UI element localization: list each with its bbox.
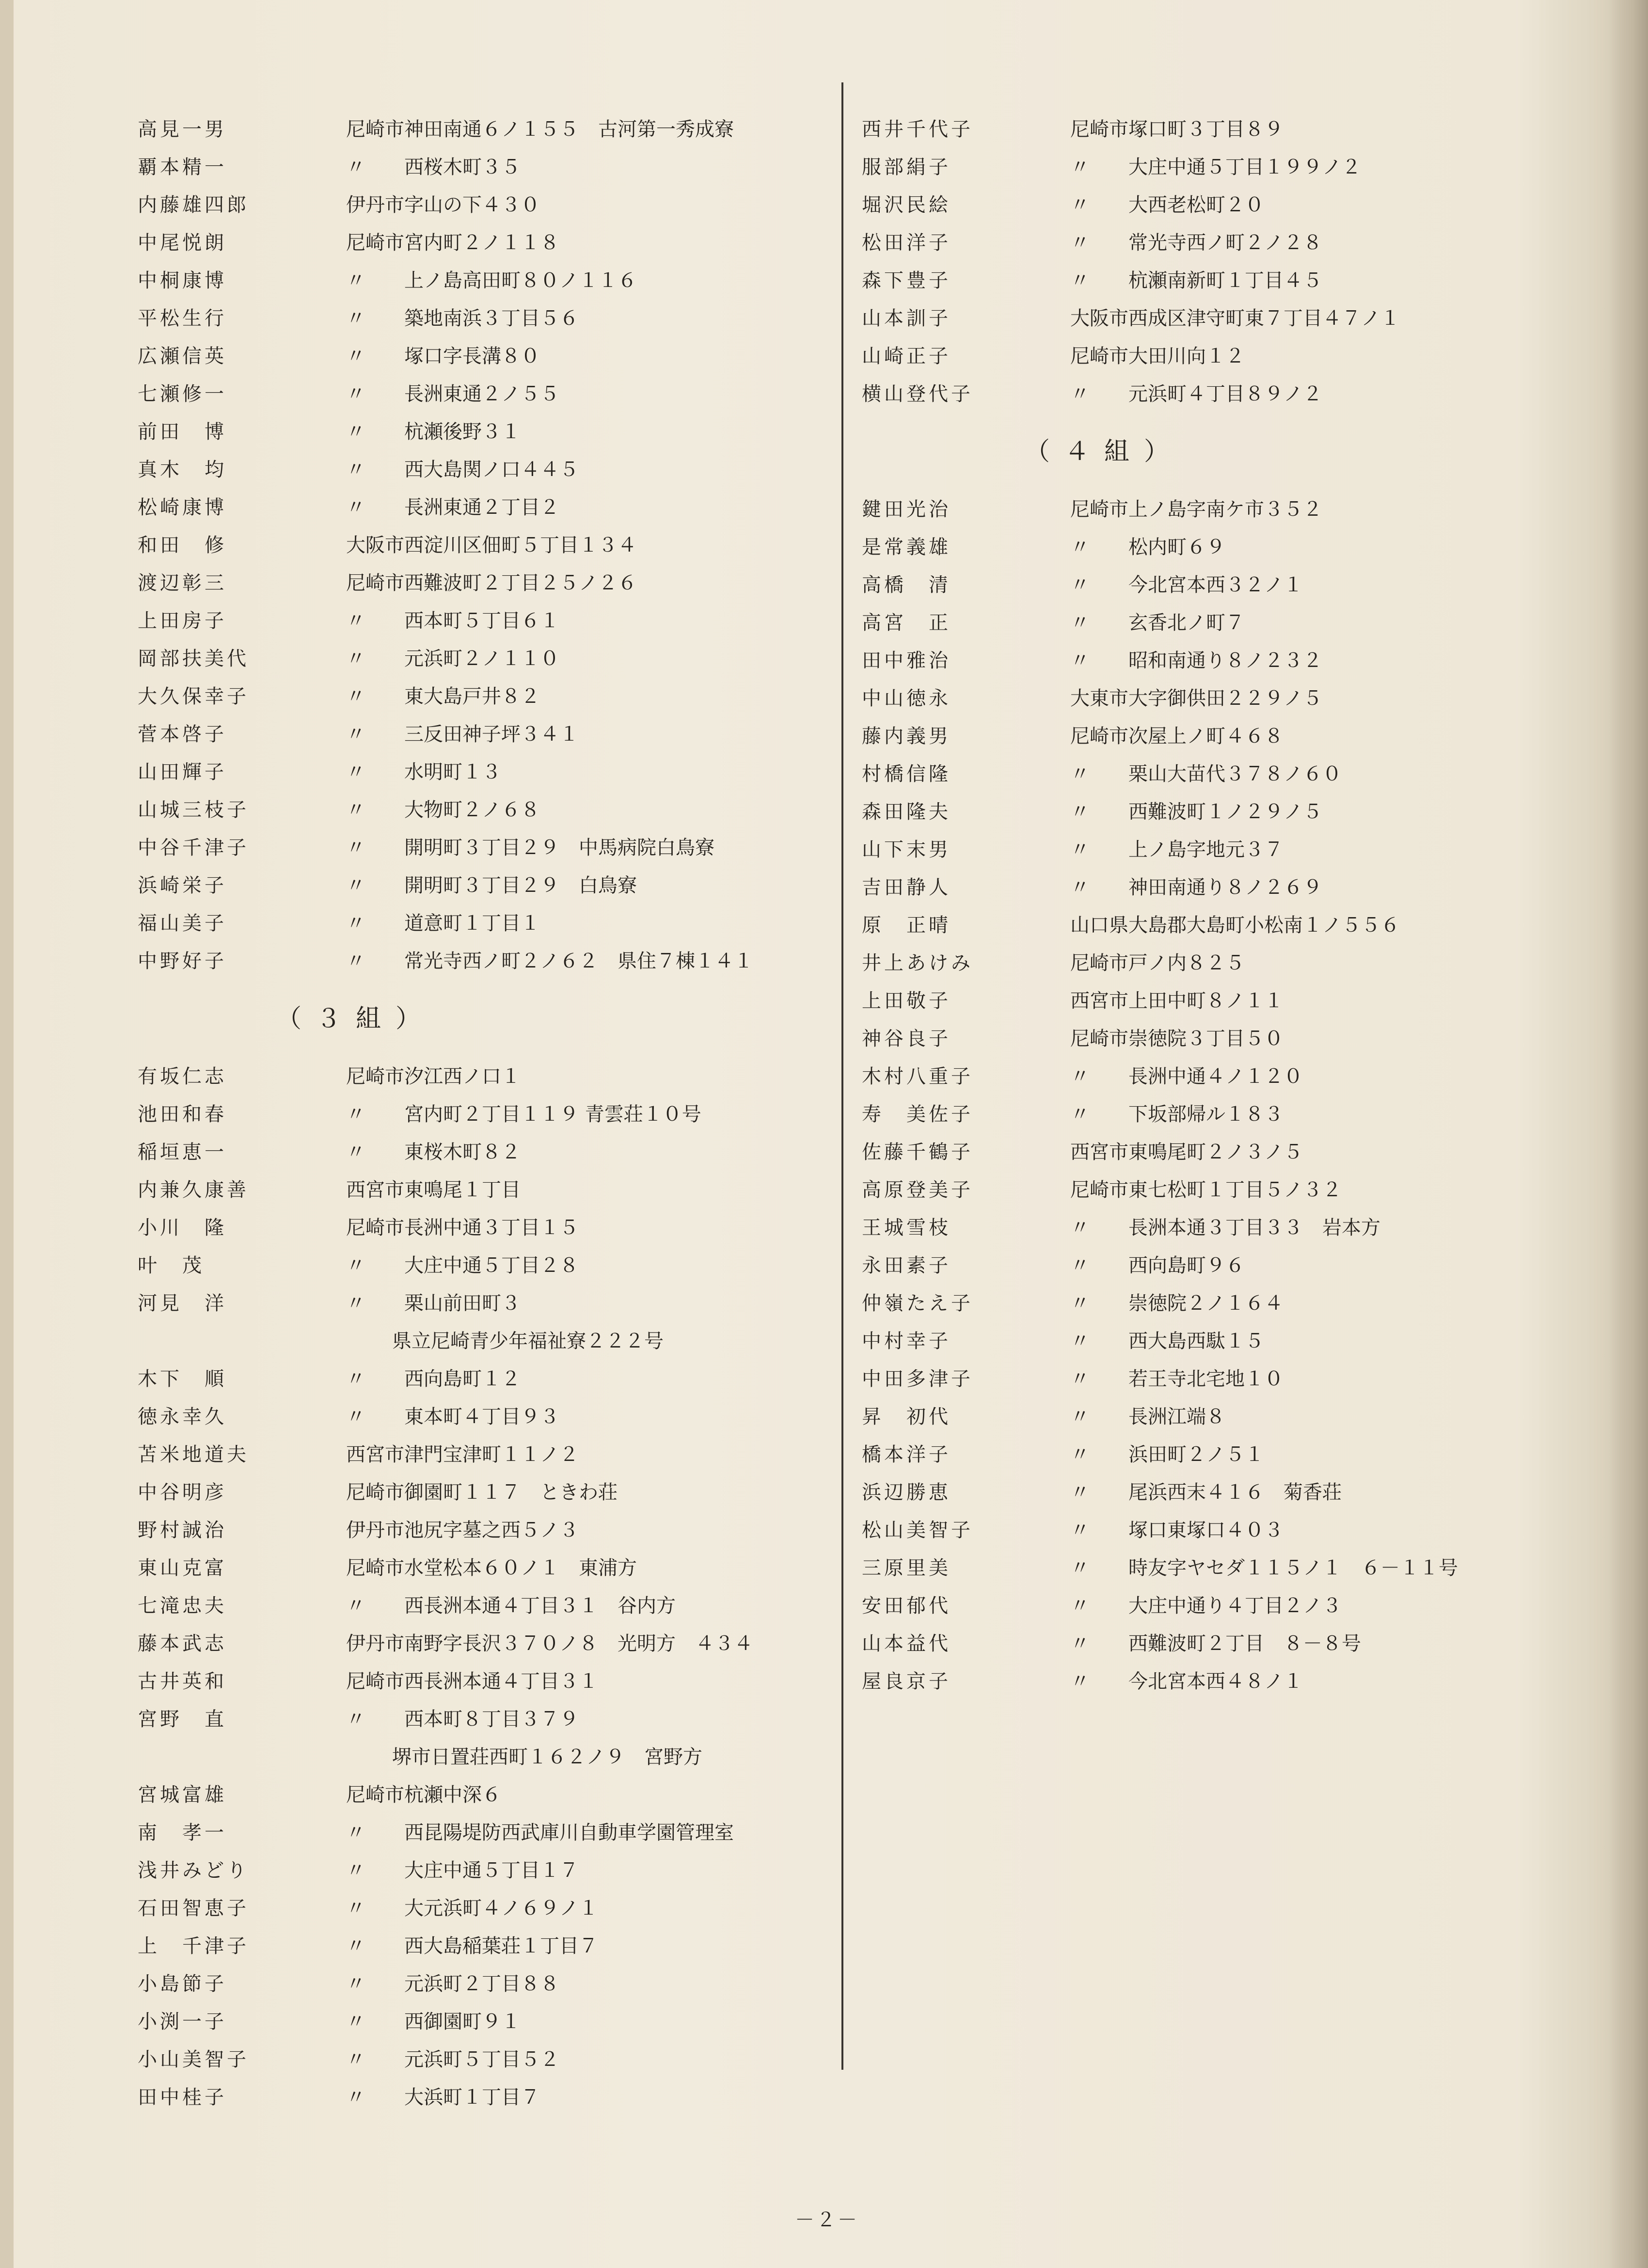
roster-entry <box>138 904 816 942</box>
member-name: 浅井みどり <box>138 1859 249 1882</box>
member-address: 〃 東大島戸井８２ <box>346 685 540 708</box>
member-name: 内兼久康善 <box>138 1179 249 1201</box>
roster-entry <box>138 1171 816 1209</box>
roster-entry <box>138 337 816 375</box>
member-address: 〃 西大島関ノ口４４５ <box>346 459 579 481</box>
right-column <box>862 111 1540 1700</box>
member-name: 仲嶺たえ子 <box>862 1292 973 1315</box>
roster-entry <box>138 2078 816 2116</box>
member-address: 伊丹市字山の下４３０ <box>346 194 540 216</box>
roster-entry <box>138 1889 816 1927</box>
roster-entry <box>862 604 1540 642</box>
member-name: 中尾悦朗 <box>138 232 227 254</box>
member-name: 小山美智子 <box>138 2048 249 2071</box>
member-address: 〃 大庄中通５丁目２８ <box>346 1254 579 1277</box>
roster-entry <box>862 1549 1540 1587</box>
roster-entry <box>138 1209 816 1247</box>
member-address: 〃 元浜町２丁目８８ <box>346 1973 559 1995</box>
member-address: 〃 尾浜西末４１６ 菊香荘 <box>1070 1481 1342 1504</box>
member-name: 服部絹子 <box>862 156 951 178</box>
member-address: 尼崎市西難波町２丁目２５ノ２６ <box>346 572 637 594</box>
roster-entry <box>138 1360 816 1398</box>
roster-entry <box>138 148 816 186</box>
member-address: 〃 元浜町５丁目５２ <box>346 2048 559 2071</box>
member-address: 〃 西御園町９１ <box>346 2011 521 2033</box>
member-address: 〃 長洲中通４ノ１２０ <box>1070 1065 1303 1088</box>
member-name: 古井英和 <box>138 1670 227 1693</box>
roster-entry <box>138 111 816 148</box>
roster-entry <box>138 2041 816 2078</box>
roster-entry <box>138 1927 816 1965</box>
member-address: 〃 大元浜町４ノ６９ノ１ <box>346 1897 598 1919</box>
roster-entry <box>138 1436 816 1474</box>
member-address: 〃 西長洲本通４丁目３１ 谷内方 <box>346 1595 676 1617</box>
roster-entry <box>138 1133 816 1171</box>
roster-entry <box>862 1398 1540 1436</box>
member-name: 石田智恵子 <box>138 1897 249 1919</box>
roster-entry <box>862 793 1540 831</box>
roster-entry <box>862 1587 1540 1625</box>
page-number: －２－ <box>795 2209 859 2231</box>
member-address: 〃 松内町６９ <box>1070 536 1225 558</box>
member-address: 尼崎市長洲中通３丁目１５ <box>346 1217 579 1239</box>
member-name: 七滝忠夫 <box>138 1595 227 1617</box>
member-name: 中桐康博 <box>138 270 227 292</box>
member-name: 佐藤千鶴子 <box>862 1141 973 1163</box>
member-name: 有坂仁志 <box>138 1065 227 1088</box>
member-address: 〃 大物町２ノ６８ <box>346 799 540 821</box>
member-address: 尼崎市御園町１１７ ときわ荘 <box>346 1481 618 1504</box>
member-address: 尼崎市東七松町１丁目５ノ３２ <box>1070 1179 1342 1201</box>
member-name: 森田隆夫 <box>862 801 951 823</box>
roster-entry <box>138 1474 816 1511</box>
member-name: 宮城富雄 <box>138 1784 227 1806</box>
member-name: 藤本武志 <box>138 1633 227 1655</box>
member-name: 鍵田光治 <box>862 498 951 521</box>
group-title-4: （４組） <box>1024 437 1184 466</box>
roster-entry <box>862 1322 1540 1360</box>
roster-entry <box>138 1587 816 1625</box>
member-address: 〃 大西老松町２０ <box>1070 194 1264 216</box>
member-name: 森下豊子 <box>862 270 951 292</box>
member-address: 尼崎市西長洲本通４丁目３１ <box>346 1670 598 1693</box>
member-name: 田中桂子 <box>138 2086 227 2109</box>
member-address: 〃 今北宮本西４８ノ１ <box>1070 1670 1303 1693</box>
roster-entry <box>862 1625 1540 1663</box>
roster-entry <box>138 829 816 867</box>
member-name: 東山克富 <box>138 1557 227 1579</box>
member-address: 〃 西難波町２丁目 ８－８号 <box>1070 1633 1361 1655</box>
member-name: 中村幸子 <box>862 1330 951 1352</box>
roster-entry <box>862 1209 1540 1247</box>
member-address: 伊丹市南野字長沢３７０ノ８ 光明方 ４３４ <box>346 1633 753 1655</box>
member-address: 〃 三反田神子坪３４１ <box>346 723 579 745</box>
member-address: 〃 西大島稲葉荘１丁目７ <box>346 1935 598 1957</box>
roster-entry <box>138 678 816 715</box>
member-address: 尼崎市大田川向１２ <box>1070 345 1245 367</box>
member-name: 南 孝一 <box>138 1822 227 1844</box>
roster-entry <box>138 867 816 904</box>
roster-entry <box>138 564 816 602</box>
member-name: 山下末男 <box>862 839 951 861</box>
member-name: 和田 修 <box>138 534 227 556</box>
roster-entry <box>138 1095 816 1133</box>
roster-entry <box>138 413 816 451</box>
member-address: 尼崎市戸ノ内８２５ <box>1070 952 1245 974</box>
member-address: 〃 開明町３丁目２９ 中馬病院白鳥寮 <box>346 837 714 859</box>
member-name: 平松生行 <box>138 307 227 330</box>
member-address: 〃 大浜町１丁目７ <box>346 2086 540 2109</box>
roster-entry <box>138 753 816 791</box>
roster-entry <box>862 680 1540 717</box>
page-edge-right <box>1609 0 1648 2268</box>
page-edge-left <box>0 0 14 2268</box>
member-name: 高橋 清 <box>862 574 951 596</box>
roster-entry <box>862 1360 1540 1398</box>
member-address: 〃 栗山大苗代３７８ノ６０ <box>1070 763 1342 785</box>
roster-entry <box>138 1663 816 1700</box>
member-name: 七瀬修一 <box>138 383 227 405</box>
roster-entry <box>138 2003 816 2041</box>
roster-entry <box>862 717 1540 755</box>
member-name: 宮野 直 <box>138 1708 227 1730</box>
member-address: 〃 昭和南通り８ノ２３２ <box>1070 650 1322 672</box>
member-address: 〃 西難波町１ノ２９ノ５ <box>1070 801 1322 823</box>
member-address: 尼崎市水堂松本６０ノ１ 東浦方 <box>346 1557 637 1579</box>
member-name: 堀沢民絵 <box>862 194 951 216</box>
member-name: 安田郁代 <box>862 1595 951 1617</box>
member-name: 苫米地道夫 <box>138 1443 249 1466</box>
roster-entry <box>138 640 816 678</box>
member-address: 大東市大字御供田２２９ノ５ <box>1070 687 1322 710</box>
member-address: 伊丹市池尻字墓之西５ノ３ <box>346 1519 579 1541</box>
member-name: 横山登代子 <box>862 383 973 405</box>
member-address: 西宮市東鳴尾１丁目 <box>346 1179 521 1201</box>
member-name: 山城三枝子 <box>138 799 249 821</box>
member-address: 〃 西本町５丁目６１ <box>346 610 559 632</box>
member-address: 〃 上ノ島高田町８０ノ１１６ <box>346 270 637 292</box>
member-address: 〃 上ノ島字地元３７ <box>1070 839 1284 861</box>
member-address: 西宮市上田中町８ノ１１ <box>1070 990 1284 1012</box>
roster-entry <box>862 262 1540 300</box>
member-address: 〃 西向島町９６ <box>1070 1254 1245 1277</box>
roster-entry <box>138 715 816 753</box>
member-name: 浜辺勝恵 <box>862 1481 951 1504</box>
roster-entry <box>862 300 1540 337</box>
member-name: 中谷千津子 <box>138 837 249 859</box>
member-name: 内藤雄四郎 <box>138 194 249 216</box>
roster-entry <box>862 491 1540 528</box>
roster-entry <box>862 642 1540 680</box>
column-divider <box>841 82 843 2070</box>
member-name: 小川 隆 <box>138 1217 227 1239</box>
roster-entry <box>862 1133 1540 1171</box>
member-address: 〃 塚口東塚口４０３ <box>1070 1519 1284 1541</box>
member-name: 徳永幸久 <box>138 1406 227 1428</box>
roster-entry <box>138 526 816 564</box>
member-address-line2: 県立尼崎青少年福祉寮２２２号 <box>392 1330 664 1352</box>
member-address: 尼崎市神田南通６ノ１５５ 古河第一秀成寮 <box>346 118 734 141</box>
member-name: 上田敬子 <box>862 990 951 1012</box>
member-address: 〃 常光寺西ノ町２ノ６２ 県住７棟１４１ <box>346 950 753 972</box>
member-name: 広瀬信英 <box>138 345 227 367</box>
member-name: 真木 均 <box>138 459 227 481</box>
member-address: 〃 下坂部帰ル１８３ <box>1070 1103 1284 1126</box>
roster-entry <box>138 1625 816 1663</box>
member-address: 大阪市西淀川区佃町５丁目１３４ <box>346 534 637 556</box>
roster-entry <box>138 375 816 413</box>
member-name: 河見 洋 <box>138 1292 227 1315</box>
roster-entry <box>138 1549 816 1587</box>
member-name: 王城雪枝 <box>862 1217 951 1239</box>
left-column <box>138 111 816 2116</box>
roster-entry <box>138 1965 816 2003</box>
member-address: 尼崎市宮内町２ノ１１８ <box>346 232 559 254</box>
member-address: 〃 常光寺西ノ町２ノ２８ <box>1070 232 1322 254</box>
roster-entry <box>862 528 1540 566</box>
member-name: 西井千代子 <box>862 118 973 141</box>
member-address: 〃 西桜木町３５ <box>346 156 521 178</box>
member-address: 〃 崇徳院２ノ１６４ <box>1070 1292 1284 1315</box>
roster-entry <box>862 1020 1540 1058</box>
member-address: 〃 大庄中通り４丁目２ノ３ <box>1070 1595 1342 1617</box>
member-name: 覇本精一 <box>138 156 227 178</box>
member-name: 山崎正子 <box>862 345 951 367</box>
roster-entry <box>862 1247 1540 1285</box>
member-name: 高宮 正 <box>862 612 951 634</box>
member-name: 上田房子 <box>138 610 227 632</box>
member-name: 松田洋子 <box>862 232 951 254</box>
roster-entry <box>862 1285 1540 1322</box>
member-name: 渡辺彰三 <box>138 572 227 594</box>
roster-entry <box>138 1852 816 1889</box>
member-address: 〃 西本町８丁目３７９ <box>346 1708 579 1730</box>
member-name: 屋良京子 <box>862 1670 951 1693</box>
member-name: 木村八重子 <box>862 1065 973 1088</box>
member-name: 是常義雄 <box>862 536 951 558</box>
member-name: 神谷良子 <box>862 1028 951 1050</box>
member-address: 〃 西大島西駄１５ <box>1070 1330 1264 1352</box>
member-name: 叶 茂 <box>138 1254 205 1277</box>
roster-entry <box>138 262 816 300</box>
roster-entry <box>138 942 816 980</box>
member-address: 〃 西向島町１２ <box>346 1368 521 1390</box>
roster-entry <box>138 1700 816 1776</box>
member-name: 松山美智子 <box>862 1519 973 1541</box>
roster-entry <box>138 300 816 337</box>
roster-entry <box>862 186 1540 224</box>
roster-entry <box>862 1095 1540 1133</box>
member-name: 高見一男 <box>138 118 227 141</box>
roster-entry <box>138 791 816 829</box>
roster-entry <box>862 375 1540 413</box>
roster-entry <box>862 1436 1540 1474</box>
roster-entry <box>138 1814 816 1852</box>
member-address: 〃 東本町４丁目９３ <box>346 1406 559 1428</box>
member-address: 〃 栗山前田町３ <box>346 1292 521 1315</box>
roster-entry <box>862 148 1540 186</box>
member-name: 藤内義男 <box>862 725 951 747</box>
roster-entry <box>862 1511 1540 1549</box>
roster-entry <box>862 906 1540 944</box>
left-roster-continued <box>138 111 816 980</box>
group-3-roster <box>138 1058 816 2116</box>
member-address: 〃 水明町１３ <box>346 761 501 783</box>
roster-entry <box>862 1058 1540 1095</box>
member-name: 三原里美 <box>862 1557 951 1579</box>
member-address: 〃 塚口字長溝８０ <box>346 345 540 367</box>
member-address: 大阪市西成区津守町東７丁目４７ノ１ <box>1070 307 1400 330</box>
member-address: 〃 道意町１丁目１ <box>346 912 540 935</box>
roster-entry <box>862 869 1540 906</box>
member-name: 永田素子 <box>862 1254 951 1277</box>
member-address: 西宮市津門宝津町１１ノ２ <box>346 1443 579 1466</box>
member-address: 尼崎市杭瀬中深６ <box>346 1784 501 1806</box>
member-name: 山本益代 <box>862 1633 951 1655</box>
group-title-3: （３組） <box>276 1004 435 1033</box>
roster-entry <box>862 755 1540 793</box>
roster-entry <box>138 1058 816 1095</box>
member-name: 寿 美佐子 <box>862 1103 973 1126</box>
member-address: 〃 元浜町２ノ１１０ <box>346 648 559 670</box>
roster-entry <box>862 1663 1540 1700</box>
member-name: 吉田静人 <box>862 876 951 899</box>
member-address: 〃 東桜木町８２ <box>346 1141 521 1163</box>
roster-entry <box>138 1511 816 1549</box>
member-address: 西宮市東鳴尾町２ノ３ノ５ <box>1070 1141 1303 1163</box>
member-name: 上 千津子 <box>138 1935 249 1957</box>
member-address: 〃 若王寺北宅地１０ <box>1070 1368 1284 1390</box>
member-name: 井上あけみ <box>862 952 973 974</box>
member-address: 尼崎市次屋上ノ町４６８ <box>1070 725 1284 747</box>
member-address: 〃 長洲東通２ノ５５ <box>346 383 559 405</box>
member-address: 〃 長洲東通２丁目２ <box>346 496 559 519</box>
right-roster-continued <box>862 111 1540 413</box>
member-address: 〃 神田南通り８ノ２６９ <box>1070 876 1322 899</box>
roster-entry <box>138 224 816 262</box>
roster-entry <box>138 1285 816 1360</box>
member-address: 〃 今北宮本西３２ノ１ <box>1070 574 1303 596</box>
member-name: 小島節子 <box>138 1973 227 1995</box>
member-name: 菅本啓子 <box>138 723 227 745</box>
member-name: 原 正晴 <box>862 914 951 936</box>
member-name: 中山徳永 <box>862 687 951 710</box>
roster-entry <box>862 566 1540 604</box>
member-address: 〃 築地南浜３丁目５６ <box>346 307 579 330</box>
member-address: 〃 長洲本通３丁目３３ 岩本方 <box>1070 1217 1380 1239</box>
member-name: 田中雅治 <box>862 650 951 672</box>
member-name: 浜崎栄子 <box>138 874 227 897</box>
member-name: 池田和春 <box>138 1103 227 1126</box>
member-name: 中野好子 <box>138 950 227 972</box>
member-address: 〃 長洲江端８ <box>1070 1406 1225 1428</box>
member-address: 〃 杭瀬南新町１丁目４５ <box>1070 270 1322 292</box>
member-name: 前田 博 <box>138 421 227 443</box>
roster-entry <box>862 224 1540 262</box>
member-name: 中谷明彦 <box>138 1481 227 1504</box>
roster-entry <box>138 1398 816 1436</box>
member-name: 村橋信隆 <box>862 763 951 785</box>
member-address: 〃 元浜町４丁目８９ノ２ <box>1070 383 1322 405</box>
member-name: 松崎康博 <box>138 496 227 519</box>
member-address: 〃 時友字ヤセダ１１５ノ１ ６－１１号 <box>1070 1557 1458 1579</box>
roster-entry <box>138 186 816 224</box>
member-name: 山本訓子 <box>862 307 951 330</box>
member-name: 木下 順 <box>138 1368 227 1390</box>
roster-entry <box>138 602 816 640</box>
member-address: 〃 宮内町２丁目１１９ 青雲荘１０号 <box>346 1103 701 1126</box>
member-address: 〃 浜田町２ノ５１ <box>1070 1443 1264 1466</box>
roster-entry <box>862 1171 1540 1209</box>
member-name: 福山美子 <box>138 912 227 935</box>
member-address: 〃 大庄中通５丁目１９９ノ２ <box>1070 156 1361 178</box>
member-name: 岡部扶美代 <box>138 648 249 670</box>
member-address: 〃 大庄中通５丁目１７ <box>346 1859 579 1882</box>
member-address: 尼崎市塚口町３丁目８９ <box>1070 118 1284 141</box>
member-name: 昇 初代 <box>862 1406 951 1428</box>
member-name: 橋本洋子 <box>862 1443 951 1466</box>
member-name: 高原登美子 <box>862 1179 973 1201</box>
member-name: 山田輝子 <box>138 761 227 783</box>
member-address: 〃 杭瀬後野３１ <box>346 421 521 443</box>
member-name: 大久保幸子 <box>138 685 249 708</box>
member-address-line2: 堺市日置荘西町１６２ノ９ 宮野方 <box>392 1746 702 1768</box>
roster-entry <box>862 1474 1540 1511</box>
member-address: 尼崎市上ノ島字南ケ市３５２ <box>1070 498 1322 521</box>
member-address: 〃 玄香北ノ町７ <box>1070 612 1245 634</box>
roster-entry <box>138 489 816 526</box>
member-name: 小渕一子 <box>138 2011 227 2033</box>
roster-entry <box>862 111 1540 148</box>
group-4-roster <box>862 491 1540 1700</box>
member-address: 山口県大島郡大島町小松南１ノ５５６ <box>1070 914 1400 936</box>
roster-entry <box>862 982 1540 1020</box>
member-address: 尼崎市汐江西ノ口１ <box>346 1065 521 1088</box>
member-name: 稲垣恵一 <box>138 1141 227 1163</box>
roster-entry <box>138 451 816 489</box>
roster-entry <box>862 831 1540 869</box>
roster-entry <box>138 1247 816 1285</box>
member-address: 〃 開明町３丁目２９ 白鳥寮 <box>346 874 637 897</box>
member-address: 〃 西昆陽堤防西武庫川自動車学園管理室 <box>346 1822 734 1844</box>
member-name: 野村誠治 <box>138 1519 227 1541</box>
member-address: 尼崎市崇徳院３丁目５０ <box>1070 1028 1284 1050</box>
roster-entry <box>862 337 1540 375</box>
roster-entry <box>862 944 1540 982</box>
roster-entry <box>138 1776 816 1814</box>
member-name: 中田多津子 <box>862 1368 973 1390</box>
